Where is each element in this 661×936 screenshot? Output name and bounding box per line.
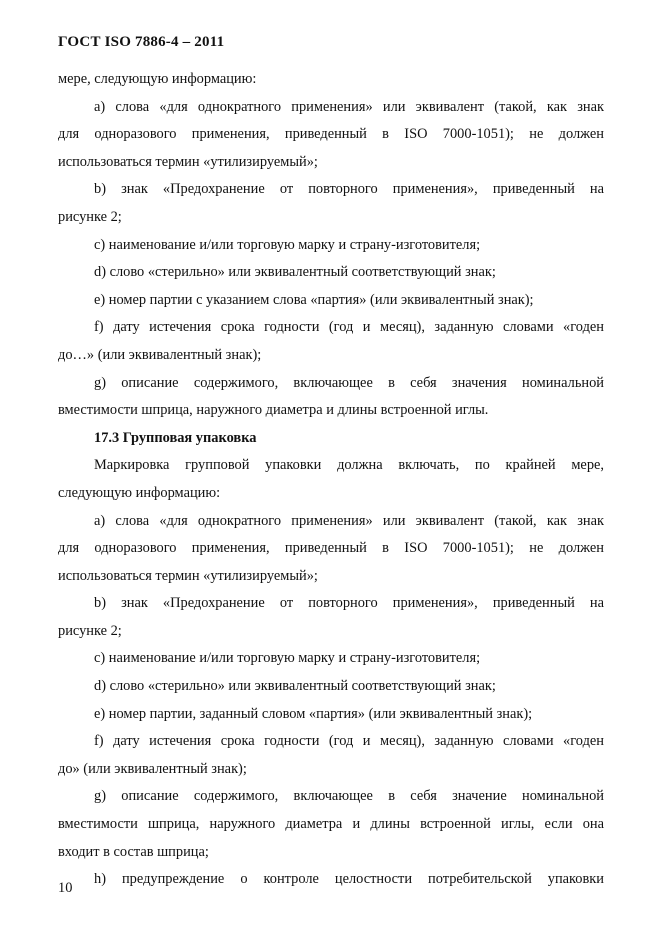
text-line: вместимости шприца, наружного диаметра и длины встроенной иглы, если она	[58, 816, 604, 833]
page-number: 10	[58, 880, 73, 896]
section-heading: 17.3 Групповая упаковка	[94, 429, 257, 446]
list-item-e-line: е) номер партии с указанием слова «партия» (или эквивалентный знак);	[94, 291, 534, 308]
text-line: вместимости шприца, наружного диаметра и длины встроенной иглы.	[58, 402, 489, 419]
text-line: использоваться термин «утилизируемый»;	[58, 153, 318, 170]
list-item-f-line: f) дату истечения срока годности (год и месяц), заданную словами «годен	[94, 733, 604, 750]
list-item-e-line: е) номер партии, заданный словом «партия» (или эквивалентный знак);	[94, 705, 533, 722]
text-line: рисунке 2;	[58, 208, 122, 225]
list-item-d-line: d) слово «стерильно» или эквивалентный соответствующий знак;	[94, 264, 496, 281]
list-item-c-line: с) наименование и/или торговую марку и страну-изготовителя;	[94, 236, 481, 253]
list-item-d-line: d) слово «стерильно» или эквивалентный соответствующий знак;	[94, 678, 496, 695]
text-line: для одноразового применения, приведенный в ISO 7000-1051); не должен	[58, 540, 604, 557]
list-item-b-line: b) знак «Предохранение от повторного применения», приведенный на	[94, 181, 604, 198]
text-line: до…» (или эквивалентный знак);	[58, 346, 262, 363]
list-item-h-line: h) предупреждение о контроле целостности потребительской упаковки	[94, 871, 604, 888]
list-item-f-line: f) дату истечения срока годности (год и месяц), заданную словами «годен	[94, 319, 604, 336]
text-line: входит в состав шприца;	[58, 843, 209, 860]
list-item-g-line: g) описание содержимого, включающее в себя значения номинальной	[94, 374, 604, 391]
text-line: мере, следующую информацию:	[58, 71, 257, 87]
text-line: использоваться термин «утилизируемый»;	[58, 567, 318, 584]
text-line: рисунке 2;	[58, 622, 122, 639]
list-item-a-line: а) слова «для однократного применения» или эквивалент (такой, как знак	[94, 512, 604, 529]
text-line: следующую информацию:	[58, 484, 221, 501]
list-item-g-line: g) описание содержимого, включающее в себя значение номинальной	[94, 788, 604, 805]
list-item-b-line: b) знак «Предохранение от повторного применения», приведенный на	[94, 595, 604, 612]
list-item-c-line: с) наименование и/или торговую марку и страну-изготовителя;	[94, 650, 481, 667]
page-header: ГОСТ ISO 7886-4 – 2011	[58, 34, 225, 50]
paragraph-line: Маркировка групповой упаковки должна включать, по крайней мере,	[94, 457, 604, 474]
text-line: для одноразового применения, приведенный в ISO 7000-1051); не должен	[58, 126, 604, 143]
text-line: до» (или эквивалентный знак);	[58, 760, 247, 777]
list-item-a-line: а) слова «для однократного применения» или эквивалент (такой, как знак	[94, 98, 604, 115]
document-body	[58, 66, 604, 894]
